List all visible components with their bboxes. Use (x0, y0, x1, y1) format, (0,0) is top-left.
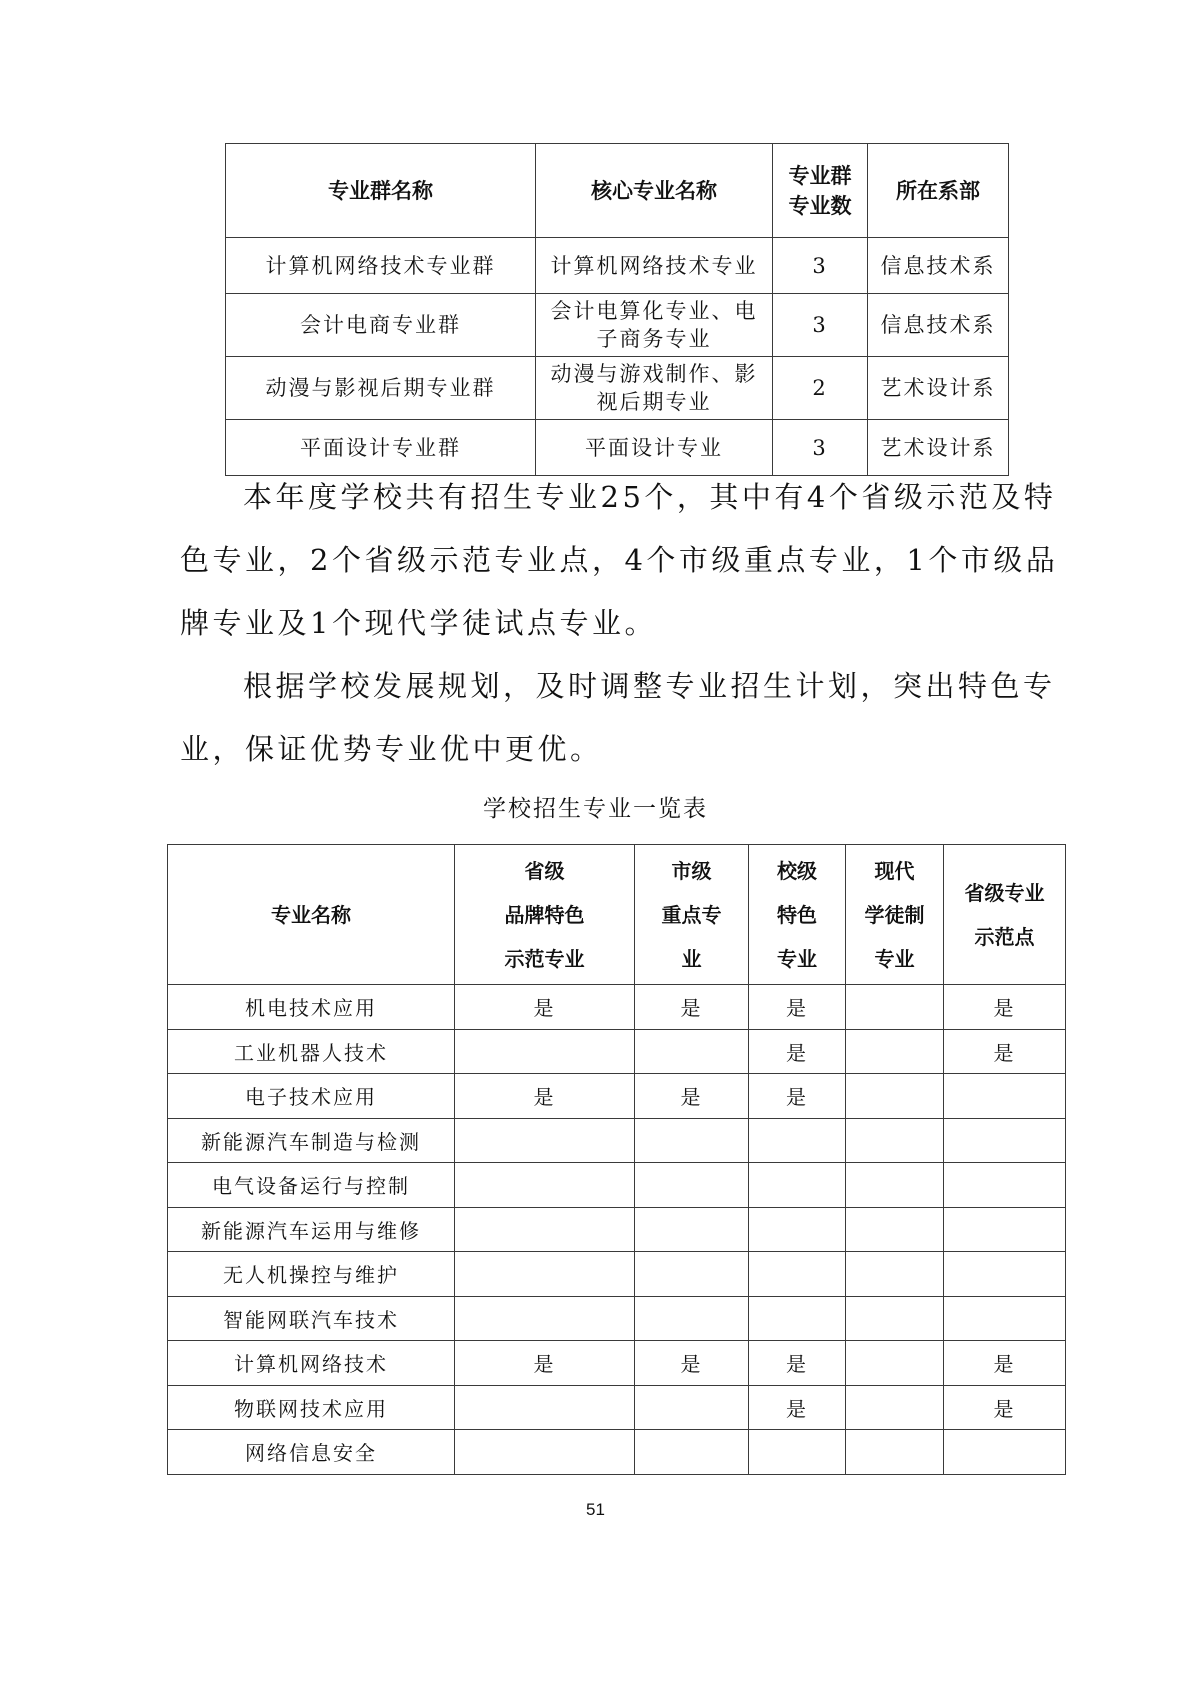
row-label-cell: 工业机器人技术 (168, 1029, 455, 1074)
row-label-cell: 会计电商专业群 (226, 294, 536, 357)
table-header-row (226, 144, 1009, 238)
table-cell (944, 1163, 1066, 1208)
table-cell (749, 1207, 846, 1252)
table-cell: 3 (773, 294, 868, 357)
row-label-cell: 新能源汽车制造与检测 (168, 1118, 455, 1163)
table-cell (944, 1430, 1066, 1475)
table-row (226, 238, 1009, 294)
table-cell (846, 1430, 944, 1475)
table-cell: 信息技术系 (868, 238, 1009, 294)
table-cell (944, 1074, 1066, 1119)
table-row (226, 294, 1009, 357)
table-cell (749, 1430, 846, 1475)
table-row (168, 1252, 1066, 1297)
table-cell: 会计电算化专业、电 子商务专业 (536, 294, 773, 357)
table-cell (749, 1252, 846, 1297)
table-cell (455, 1296, 635, 1341)
table-cell: 3 (773, 420, 868, 476)
table-row (168, 1029, 1066, 1074)
table-cell: 3 (773, 238, 868, 294)
table-cell: 是 (944, 1029, 1066, 1074)
table-cell (455, 1252, 635, 1297)
table-cell (846, 1163, 944, 1208)
table-cell: 是 (635, 1341, 749, 1386)
row-label-cell: 物联网技术应用 (168, 1385, 455, 1430)
table-cell: 信息技术系 (868, 294, 1009, 357)
row-label-cell: 动漫与影视后期专业群 (226, 357, 536, 420)
row-label-cell: 机电技术应用 (168, 985, 455, 1030)
table-cell: 是 (635, 985, 749, 1030)
table-cell: 是 (455, 1341, 635, 1386)
enrollment-majors-table (167, 844, 1066, 1475)
table-cell (846, 1385, 944, 1430)
page-number: 51 (586, 1500, 605, 1519)
row-label-cell: 网络信息安全 (168, 1430, 455, 1475)
table-cell (846, 1207, 944, 1252)
table-cell (455, 1207, 635, 1252)
table-cell: 是 (749, 985, 846, 1030)
table-row (168, 1118, 1066, 1163)
paragraph-enrollment-summary: 本年度学校共有招生专业25个，其中有4个省级示范及特色专业，2个省级示范专业点，4个市级重点专业，1个市级品牌专业及1个现代学徒试点专业。 (180, 480, 1059, 640)
row-label-cell: 电气设备运行与控制 (168, 1163, 455, 1208)
table-cell: 计算机网络技术专业 (536, 238, 773, 294)
column-header: 校级 特色 专业 (749, 845, 846, 985)
table-cell (846, 1074, 944, 1119)
column-header: 核心专业名称 (536, 144, 773, 238)
professional-group-table (225, 143, 1009, 476)
table-cell (635, 1163, 749, 1208)
table-cell (846, 1118, 944, 1163)
table-cell (749, 1296, 846, 1341)
row-label-cell: 计算机网络技术 (168, 1341, 455, 1386)
table-cell (455, 1029, 635, 1074)
table-row (168, 1385, 1066, 1430)
table-cell (944, 1207, 1066, 1252)
table-cell: 艺术设计系 (868, 420, 1009, 476)
row-label-cell: 平面设计专业群 (226, 420, 536, 476)
table-cell (846, 1296, 944, 1341)
table-cell: 是 (455, 1074, 635, 1119)
table-cell (635, 1385, 749, 1430)
table-cell (455, 1430, 635, 1475)
table-cell: 艺术设计系 (868, 357, 1009, 420)
table-cell: 是 (944, 1385, 1066, 1430)
table-cell: 是 (749, 1385, 846, 1430)
table-row (168, 1163, 1066, 1208)
table-cell: 是 (455, 985, 635, 1030)
table-cell (455, 1118, 635, 1163)
table-row (168, 1341, 1066, 1386)
table-cell (455, 1385, 635, 1430)
column-header: 现代 学徒制 专业 (846, 845, 944, 985)
row-label-cell: 新能源汽车运用与维修 (168, 1207, 455, 1252)
table-cell: 是 (635, 1074, 749, 1119)
table-cell (944, 1118, 1066, 1163)
table-cell: 动漫与游戏制作、影 视后期专业 (536, 357, 773, 420)
column-header: 市级 重点专 业 (635, 845, 749, 985)
row-label-cell: 电子技术应用 (168, 1074, 455, 1119)
table-cell (635, 1252, 749, 1297)
column-header: 省级专业 示范点 (944, 845, 1066, 985)
table-cell: 2 (773, 357, 868, 420)
table-cell: 是 (749, 1341, 846, 1386)
table-cell (846, 1029, 944, 1074)
paragraph-enrollment-plan: 根据学校发展规划，及时调整专业招生计划，突出特色专业，保证优势专业优中更优。 (180, 669, 1056, 766)
table-row (168, 1296, 1066, 1341)
row-label-cell: 无人机操控与维护 (168, 1252, 455, 1297)
row-label-cell: 计算机网络技术专业群 (226, 238, 536, 294)
table-cell (846, 1341, 944, 1386)
table-cell (846, 985, 944, 1030)
table-cell: 是 (944, 1341, 1066, 1386)
column-header: 专业群 专业数 (773, 144, 868, 238)
table-caption: 学校招生专业一览表 (483, 796, 708, 822)
table-row (226, 357, 1009, 420)
table-cell (846, 1252, 944, 1297)
table-cell (635, 1207, 749, 1252)
table-cell: 是 (944, 985, 1066, 1030)
table-header-row (168, 845, 1066, 985)
table-cell (635, 1430, 749, 1475)
table-cell (944, 1296, 1066, 1341)
table-row (168, 985, 1066, 1030)
table-cell: 是 (749, 1029, 846, 1074)
table-cell (455, 1163, 635, 1208)
column-header: 所在系部 (868, 144, 1009, 238)
column-header: 省级 品牌特色 示范专业 (455, 845, 635, 985)
table-cell (635, 1296, 749, 1341)
table-cell (944, 1252, 1066, 1297)
table-cell (635, 1029, 749, 1074)
row-label-cell: 智能网联汽车技术 (168, 1296, 455, 1341)
table-row (168, 1074, 1066, 1119)
table-cell (749, 1163, 846, 1208)
column-header: 专业名称 (168, 845, 455, 985)
table-cell (635, 1118, 749, 1163)
table-row (168, 1207, 1066, 1252)
table-cell: 是 (749, 1074, 846, 1119)
table-row (168, 1430, 1066, 1475)
table-cell (749, 1118, 846, 1163)
table-cell: 平面设计专业 (536, 420, 773, 476)
column-header: 专业群名称 (226, 144, 536, 238)
